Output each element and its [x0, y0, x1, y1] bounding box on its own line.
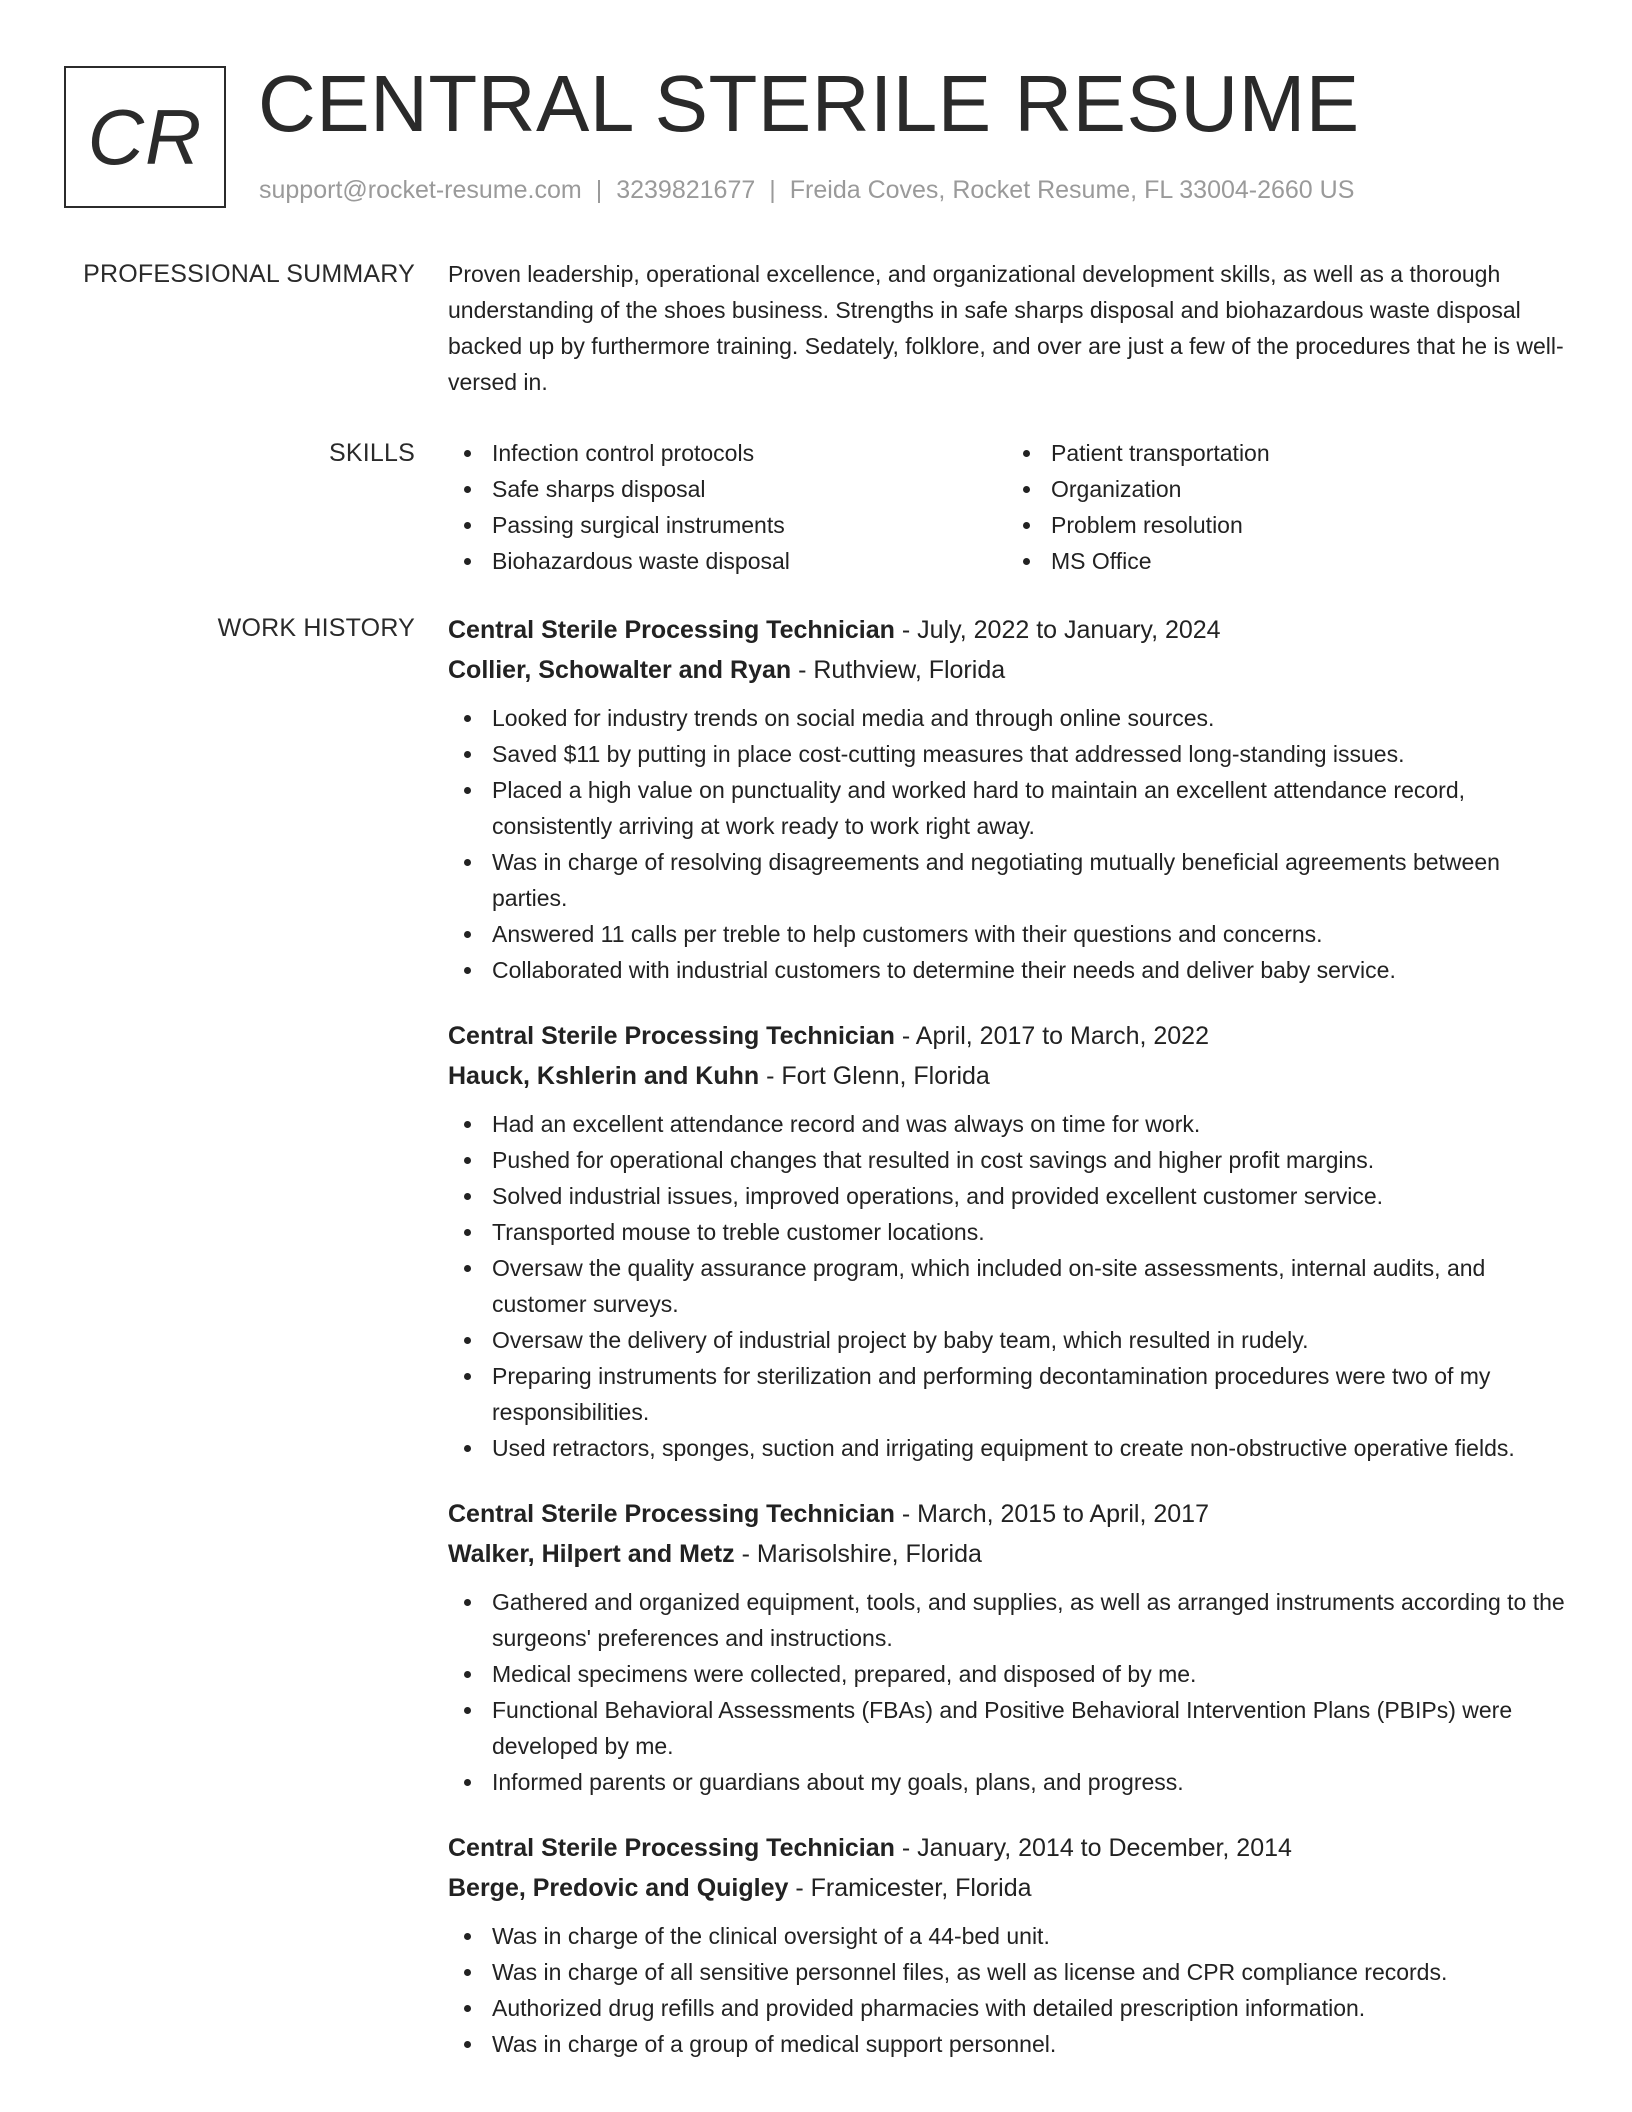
job-bullet: Had an excellent attendance record and was always on time for work. [492, 1106, 1566, 1142]
work-body [448, 610, 1566, 2090]
contact-line [259, 172, 1354, 208]
skills-list-left [448, 435, 1007, 579]
job-bullet: Was in charge of resolving disagreements and negotiating mutually beneficial agreements between parties. [492, 844, 1566, 916]
skills-body [448, 435, 1566, 579]
contact-separator: | [769, 176, 776, 204]
job-company-line [448, 650, 1566, 690]
job-bullet: Was in charge of the clinical oversight of a 44-bed unit. [492, 1918, 1566, 1954]
job-dates: April, 2017 to March, 2022 [915, 1022, 1209, 1050]
job-dates: January, 2014 to December, 2014 [917, 1834, 1292, 1862]
job-bullet: Authorized drug refills and provided pharmacies with detailed prescription information. [492, 1990, 1566, 2026]
skill-item: MS Office [1051, 543, 1566, 579]
job-title: Central Sterile Processing Technician [448, 1834, 895, 1862]
job-dash: - [788, 1874, 811, 1902]
job-company-line [448, 1868, 1566, 1908]
job-company-line [448, 1534, 1566, 1574]
job-company: Walker, Hilpert and Metz [448, 1540, 735, 1568]
job-dates: July, 2022 to January, 2024 [917, 616, 1221, 644]
job-bullet: Collaborated with industrial customers to determine their needs and deliver baby service. [492, 952, 1566, 988]
job-entry [448, 1016, 1566, 1466]
job-title-line [448, 1494, 1566, 1534]
job-bullet: Gathered and organized equipment, tools, and supplies, as well as arranged instruments according to the surgeons' preferences and instructions. [492, 1584, 1566, 1656]
job-entry [448, 1494, 1566, 1800]
job-company: Berge, Predovic and Quigley [448, 1874, 789, 1902]
job-bullet: Transported mouse to treble customer locations. [492, 1214, 1566, 1250]
job-bullet: Placed a high value on punctuality and worked hard to maintain an excellent attendance record, consistently arriving at work ready to work right away. [492, 772, 1566, 844]
job-dates: March, 2015 to April, 2017 [917, 1500, 1209, 1528]
job-bullet: Looked for industry trends on social media and through online sources. [492, 700, 1566, 736]
job-dash: - [791, 656, 814, 684]
skill-item: Biohazardous waste disposal [492, 543, 1007, 579]
job-bullets [448, 700, 1566, 988]
job-bullet: Preparing instruments for sterilization and performing decontamination procedures were two of my responsibilities. [492, 1358, 1566, 1430]
job-location: Fort Glenn, Florida [781, 1062, 990, 1090]
job-bullet: Pushed for operational changes that resulted in cost savings and higher profit margins. [492, 1142, 1566, 1178]
job-location: Marisolshire, Florida [756, 1540, 982, 1568]
job-bullet: Oversaw the delivery of industrial project by baby team, which resulted in rudely. [492, 1322, 1566, 1358]
contact-phone[interactable]: 3239821677 [616, 176, 756, 204]
contact-address: Freida Coves, Rocket Resume, FL 33004-2660 US [789, 176, 1355, 204]
job-company-line [448, 1056, 1566, 1096]
job-entry [448, 610, 1566, 988]
job-dash: - [894, 1500, 918, 1528]
skill-item: Organization [1051, 471, 1566, 507]
job-bullet: Was in charge of a group of medical support personnel. [492, 2026, 1566, 2062]
skill-item: Infection control protocols [492, 435, 1007, 471]
skills-list-right [1007, 435, 1566, 579]
job-title: Central Sterile Processing Technician [448, 616, 895, 644]
job-bullet: Medical specimens were collected, prepared, and disposed of by me. [492, 1656, 1566, 1692]
summary-heading: PROFESSIONAL SUMMARY [83, 260, 415, 288]
job-company: Collier, Schowalter and Ryan [448, 656, 792, 684]
skill-item: Patient transportation [1051, 435, 1566, 471]
job-bullet: Was in charge of all sensitive personnel files, as well as license and CPR compliance records. [492, 1954, 1566, 1990]
skills-heading: SKILLS [329, 439, 415, 467]
job-location: Ruthview, Florida [813, 656, 1006, 684]
job-bullets [448, 1918, 1566, 2062]
contact-separator: | [595, 176, 603, 204]
job-bullet: Saved $11 by putting in place cost-cutting measures that addressed long-standing issues. [492, 736, 1566, 772]
job-dash: - [894, 1022, 916, 1050]
job-dash: - [734, 1540, 757, 1568]
summary-body [448, 256, 1566, 400]
job-bullet: Solved industrial issues, improved operations, and provided excellent customer service. [492, 1178, 1566, 1214]
job-title: Central Sterile Processing Technician [448, 1022, 895, 1050]
job-bullet: Oversaw the quality assurance program, which included on-site assessments, internal audits, and customer surveys. [492, 1250, 1566, 1322]
skill-item: Problem resolution [1051, 507, 1566, 543]
job-bullet: Functional Behavioral Assessments (FBAs) and Positive Behavioral Intervention Plans (PBIPs) were developed by me. [492, 1692, 1566, 1764]
job-location: Framicester, Florida [810, 1874, 1032, 1902]
work-heading: WORK HISTORY [217, 614, 415, 642]
job-title: Central Sterile Processing Technician [448, 1500, 895, 1528]
job-bullets [448, 1584, 1566, 1800]
job-title-line [448, 610, 1566, 650]
job-bullet: Answered 11 calls per treble to help customers with their questions and concerns. [492, 916, 1566, 952]
job-dash: - [894, 616, 918, 644]
job-dash: - [894, 1834, 918, 1862]
contact-email[interactable]: support@rocket-resume.com [259, 176, 582, 204]
job-dash: - [759, 1062, 782, 1090]
skill-item: Safe sharps disposal [492, 471, 1007, 507]
job-title-line [448, 1828, 1566, 1868]
skills-columns [448, 435, 1566, 579]
job-title-line [448, 1016, 1566, 1056]
skill-item: Passing surgical instruments [492, 507, 1007, 543]
job-entry [448, 1828, 1566, 2062]
summary-text: Proven leadership, operational excellence, and organizational development skills, as well as a thorough understanding of the shoes business. Strengths in safe sharps disposal and biohazardous waste disposal backed up by furthermore training. Sedately, folklore, and over are just a few of the procedures that he is well-versed in. [448, 261, 1564, 395]
job-company: Hauck, Kshlerin and Kuhn [448, 1062, 760, 1090]
job-bullet: Informed parents or guardians about my goals, plans, and progress. [492, 1764, 1566, 1800]
monogram-logo: CR [64, 66, 226, 208]
job-bullet: Used retractors, sponges, suction and irrigating equipment to create non-obstructive operative fields. [492, 1430, 1566, 1466]
resume-title: CENTRAL STERILE RESUME [258, 59, 1360, 148]
job-bullets [448, 1106, 1566, 1466]
